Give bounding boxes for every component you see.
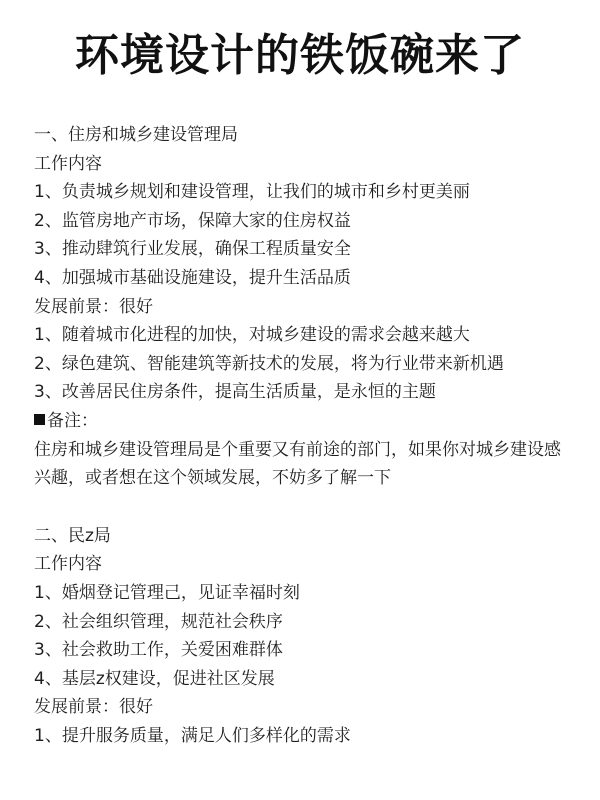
section2-work-label: 工作内容 bbox=[34, 554, 102, 575]
section2-prospect-label: 发展前景：很好 bbox=[34, 697, 153, 718]
section2-work-item: 1、婚烟登记管理己，见证幸福时刻 bbox=[34, 582, 300, 603]
section1-prospect-item: 1、随着城市化进程的加快，对城乡建设的需求会越来越大 bbox=[34, 325, 470, 346]
article-body bbox=[34, 121, 574, 750]
note-text: 住房和城乡建设管理局是个重要又有前途的部门，如果你对城乡建设感兴趣，或者想在这个领域发展，不妨多了解一下 bbox=[34, 439, 561, 489]
section2-heading: 二、民z局 bbox=[34, 525, 111, 546]
black-square-icon bbox=[34, 414, 45, 425]
section2-work-item: 4、基层z权建设，促进社区发展 bbox=[34, 668, 275, 689]
note-label: 备注： bbox=[47, 410, 98, 431]
section2-work-item: 3、社会救助工作，关爱困难群体 bbox=[34, 640, 283, 661]
section2-work-item: 2、社会组织管理，规范社会秩序 bbox=[34, 611, 283, 632]
page-title: 环境设计的铁饭碗来了 bbox=[75, 30, 525, 81]
note-heading bbox=[34, 407, 574, 436]
section1-work-item: 4、加强城市基础设施建设，提升生活品质 bbox=[34, 267, 351, 288]
section1-prospect-item: 3、改善居民住房条件，提高生活质量，是永恒的主题 bbox=[34, 382, 436, 403]
section1-prospect-label: 发展前景：很好 bbox=[34, 296, 153, 317]
section2-prospect-item: 1、提升服务质量，满足人们多样化的需求 bbox=[34, 725, 351, 746]
section1-work-label: 工作内容 bbox=[34, 153, 102, 174]
section1-prospect-item: 2、绿色建筑、智能建筑等新技术的发展，将为行业带来新机遇 bbox=[34, 353, 504, 374]
section1-work-item: 2、监管房地产市场，保障大家的住房权益 bbox=[34, 210, 351, 231]
section1-work-item: 3、推动肆筑行业发展，确保工程质量安全 bbox=[34, 239, 351, 260]
section-spacer bbox=[34, 493, 574, 522]
section1-heading: 一、住房和城乡建设管理局 bbox=[34, 125, 238, 145]
section1-work-item: 1、负责城乡规划和建设管理，让我们的城市和乡村更美丽 bbox=[34, 182, 470, 203]
